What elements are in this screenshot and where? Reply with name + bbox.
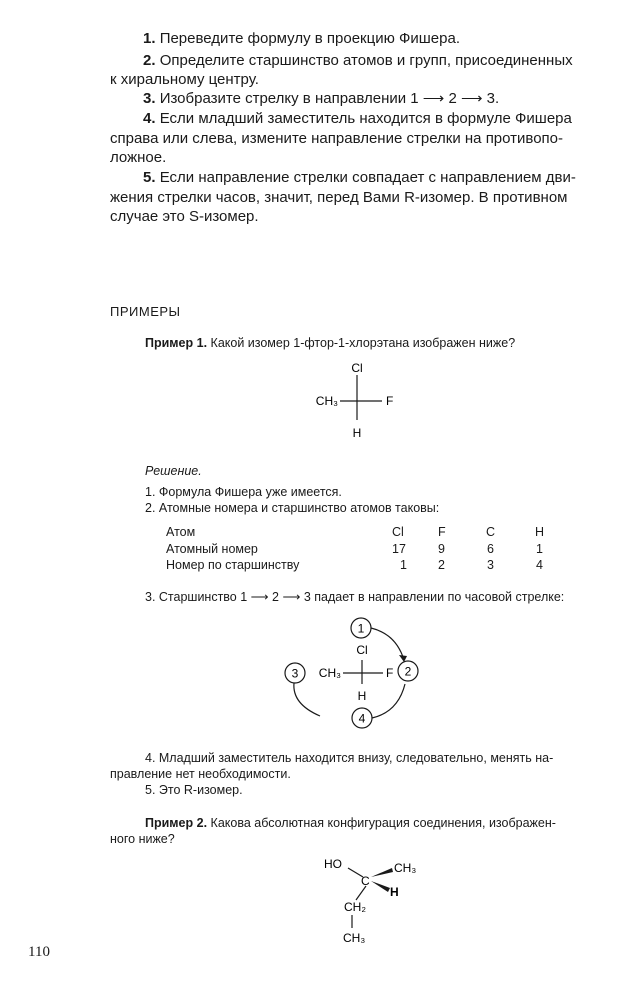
solution-step-4-line-1: 4. Младший заместитель находится внизу, следовательно, менять на- — [145, 751, 554, 765]
step-2-line-1: 2. Определите старшинство атомов и групп, присоединенных — [143, 52, 573, 69]
table-row-1-f: 9 — [438, 542, 445, 556]
examples-heading: ПРИМЕРЫ — [110, 304, 181, 319]
solution-step-5: 5. Это R-изомер. — [145, 783, 243, 797]
circle-3-label: 3 — [291, 666, 299, 681]
step-5-line-1: 5. Если направление стрелки совпадает с направлением дви- — [143, 169, 576, 186]
step-1-line-1: 1. Переведите формулу в проекцию Фишера. — [143, 30, 460, 47]
ex2-ho: HO — [324, 857, 342, 871]
table-row-1-c: 6 — [487, 542, 494, 556]
wedge-bond-h — [371, 881, 390, 892]
solution-step-4-line-2: правление нет необходимости. — [110, 767, 291, 781]
diagram-bottom: H — [357, 689, 367, 703]
ex2-ch2: CH₂ — [344, 900, 366, 914]
diagram-left: CH₃ — [318, 666, 341, 680]
table-row-2-f: 2 — [438, 558, 445, 572]
fischer-1-bottom: H — [352, 426, 362, 440]
solution-label: Решение. — [145, 464, 202, 478]
ex2-h: H — [390, 885, 399, 899]
step-4-line-1: 4. Если младший заместитель находится в формуле Фишера — [143, 110, 572, 127]
circle-2-label: 2 — [404, 664, 412, 679]
table-header-c: C — [486, 525, 496, 539]
fischer-1-right: F — [386, 394, 394, 408]
fischer-1-left: CH₃ — [315, 394, 338, 408]
example-2-question-line-2: ного ниже? — [110, 832, 175, 846]
table-header-cl: Cl — [392, 525, 404, 539]
ex2-ch3-right: CH₃ — [394, 861, 417, 875]
table-header-f: F — [438, 525, 446, 539]
step-4-line-3: ложное. — [110, 149, 167, 166]
diagram-top: Cl — [356, 643, 368, 657]
table-row-1-h: 1 — [536, 542, 543, 556]
example-2-question-line-1: Пример 2. Какова абсолютная конфигурация соединения, изображен- — [145, 816, 556, 830]
priority-arrow-diagram — [280, 612, 430, 734]
table-row-2-label: Номер по старшинству — [166, 558, 300, 572]
circle-1-label: 1 — [357, 621, 365, 636]
example-1-question: Пример 1. Какой изомер 1-фтор-1-хлорэтана изображен ниже? — [145, 336, 516, 350]
ex2-center: C — [361, 874, 370, 888]
table-header-atom: Атом — [166, 525, 196, 539]
step-2-line-2: к хиральному центру. — [110, 71, 259, 88]
page-number: 110 — [28, 944, 50, 960]
table-row-1-label: Атомный номер — [166, 542, 258, 556]
fischer-1-top: Cl — [351, 361, 363, 375]
step-5-line-2: жения стрелки часов, значит, перед Вами R-изомер. В противном — [110, 189, 568, 206]
ex2-ch3-bottom: CH₃ — [343, 931, 366, 945]
table-row-2-c: 3 — [487, 558, 494, 572]
fischer-projection-1 — [300, 358, 410, 443]
wedge-bond-ch3 — [371, 868, 393, 877]
solution-step-3: 3. Старшинство 1 ⟶ 2 ⟶ 3 падает в направлении по часовой стрелке: — [145, 590, 565, 604]
solution-step-2: 2. Атомные номера и старшинство атомов таковы: — [145, 501, 440, 515]
solution-step-1: 1. Формула Фишера уже имеется. — [145, 485, 342, 499]
table-row-2-h: 4 — [536, 558, 543, 572]
example-2-structure — [310, 848, 430, 948]
circle-4-label: 4 — [358, 711, 366, 726]
step-4-line-2: справа или слева, измените направление стрелки на противопо- — [110, 130, 564, 147]
diagram-right: F — [386, 666, 394, 680]
table-row-1-cl: 17 — [392, 542, 406, 556]
table-row-2-cl: 1 — [400, 558, 407, 572]
table-header-h: H — [535, 525, 545, 539]
step-3-line-1: 3. Изобразите стрелку в направлении 1 ⟶ 2 ⟶ 3. — [143, 90, 500, 107]
step-5-line-3: случае это S-изомер. — [110, 208, 259, 225]
